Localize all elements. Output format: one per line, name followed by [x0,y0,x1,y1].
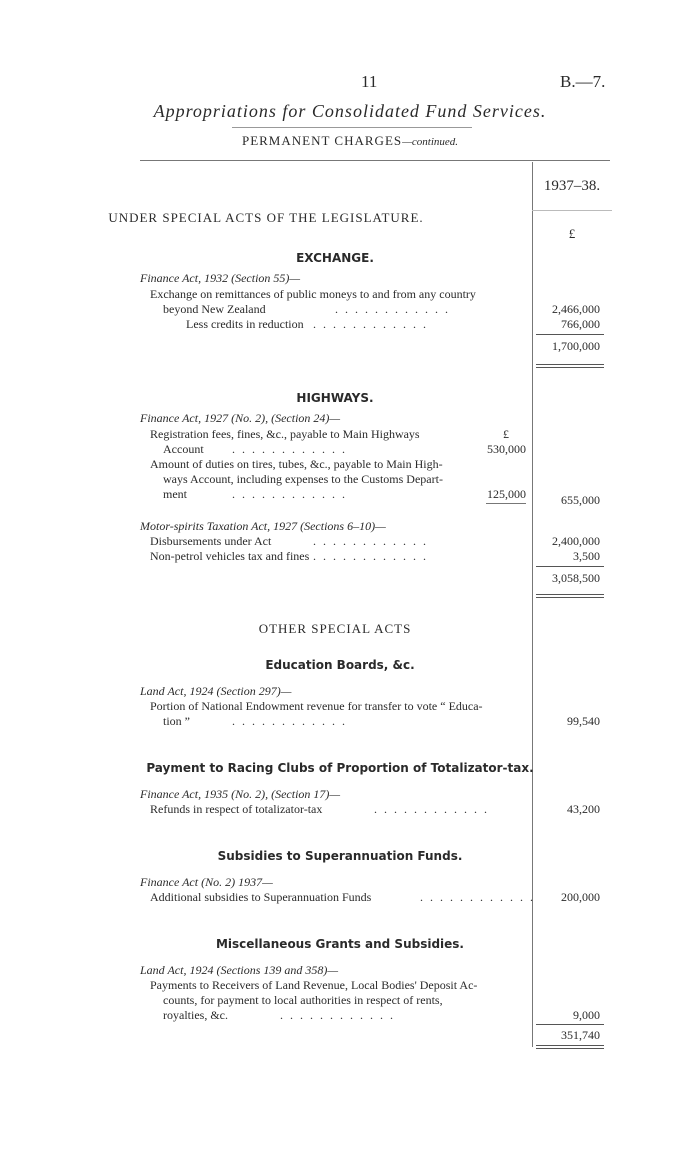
highways-total: 3,058,500 [552,571,600,585]
highways-line: ment [163,487,187,501]
racing-act: Finance Act, 1935 (No. 2), (Section 17)— [140,787,341,801]
year-header-rule [532,210,612,211]
superannuation-act: Finance Act (No. 2) 1937— [140,875,273,889]
racing-line: Refunds in respect of totalizator-tax [150,802,323,816]
education-heading: Education Boards, &c. [265,658,415,672]
miscellaneous-line: Payments to Receivers of Land Revenue, Local Bodies' Deposit Ac- [150,978,478,992]
leader-dots: . . . . . . . . . . . . [232,714,347,728]
total-rule [536,594,604,595]
leader-dots: . . . . . . . . . . . . [280,1008,395,1022]
education-line: Portion of National Endowment revenue for transfer to vote “ Educa- [150,699,483,713]
highways-heading: HIGHWAYS. [296,391,374,405]
highways-subtotal: 655,000 [561,493,600,507]
non-petrol-tax-value: 3,500 [573,549,600,563]
highways-duties-value: 125,000 [487,487,526,501]
racing-value: 43,200 [567,802,600,816]
highways-act: Finance Act, 1927 (No. 2), (Section 24)— [140,411,341,425]
sum-rule [536,566,604,567]
exchange-gross-value: 2,466,000 [552,302,600,316]
section-subtitle: PERMANENT CHARGES—continued. [241,133,459,148]
other-acts-total: 351,740 [561,1028,600,1042]
total-rule [536,1045,604,1046]
highways-line: Non-petrol vehicles tax and fines [150,549,310,563]
year-column-header: 1937–38. [543,178,601,194]
education-act: Land Act, 1924 (Section 297)— [140,684,292,698]
total-rule [536,364,604,365]
miscellaneous-heading: Miscellaneous Grants and Subsidies. [215,937,464,951]
leader-dots: . . . . . . . . . . . . [335,302,450,316]
exchange-line: Exchange on remittances of public moneys to and from any country [150,287,476,301]
highways-line: Disbursements under Act [150,534,272,548]
miscellaneous-act: Land Act, 1924 (Sections 139 and 358)— [140,963,339,977]
motor-spirits-act: Motor-spirits Taxation Act, 1927 (Sections 6–10)— [140,519,386,533]
sum-rule [536,334,604,335]
document-reference: B.—7. [560,72,606,91]
education-value: 99,540 [567,714,600,728]
leader-dots: . . . . . . . . . . . . [313,317,428,331]
exchange-credit-value: 766,000 [561,317,600,331]
sum-rule [536,1024,604,1025]
leader-dots: . . . . . . . . . . . . [313,549,428,563]
miscellaneous-line: royalties, &c. [163,1008,228,1022]
exchange-act: Finance Act, 1932 (Section 55)— [140,271,301,285]
superannuation-line: Additional subsidies to Superannuation Funds [150,890,372,904]
leader-dots: . . . . . . . . . . . . [420,890,535,904]
miscellaneous-line: counts, for payment to local authorities in respect of rents, [163,993,443,1007]
total-rule [536,1048,604,1049]
highways-line: Amount of duties on tires, tubes, &c., payable to Main High- [150,457,443,471]
leader-dots: . . . . . . . . . . . . [313,534,428,548]
highways-line: Account [163,442,204,456]
column-divider [532,162,533,1047]
highways-line: ways Account, including expenses to the Customs Depart- [163,472,443,486]
page-title: Appropriations for Consolidated Fund Services. [153,101,547,121]
superannuation-heading: Subsidies to Superannuation Funds. [217,849,463,863]
other-acts-heading: OTHER SPECIAL ACTS [258,621,412,636]
sum-rule [486,503,526,504]
highways-line: Registration fees, fines, &c., payable to Main Highways [150,427,420,441]
exchange-heading: EXCHANGE. [296,251,374,265]
exchange-line: Less credits in reduction [186,317,304,331]
page-number: 11 [361,72,378,91]
leader-dots: . . . . . . . . . . . . [232,487,347,501]
superannuation-value: 200,000 [561,890,600,904]
miscellaneous-value: 9,000 [573,1008,600,1022]
disbursements-value: 2,400,000 [552,534,600,548]
highways-registration-value: 530,000 [487,442,526,456]
title-rule [232,127,472,128]
exchange-total: 1,700,000 [552,339,600,353]
highways-unit: £ [503,427,509,441]
section-heading-legislature: UNDER SPECIAL ACTS OF THE LEGISLATURE. [108,210,424,225]
leader-dots: . . . . . . . . . . . . [374,802,489,816]
education-line: tion ” [163,714,190,728]
table-top-rule [140,160,610,161]
leader-dots: . . . . . . . . . . . . [232,442,347,456]
currency-unit: £ [568,226,576,241]
total-rule [536,367,604,368]
exchange-line: beyond New Zealand [163,302,266,316]
racing-heading: Payment to Racing Clubs of Proportion of Totalizator-tax. [146,761,534,775]
total-rule [536,597,604,598]
